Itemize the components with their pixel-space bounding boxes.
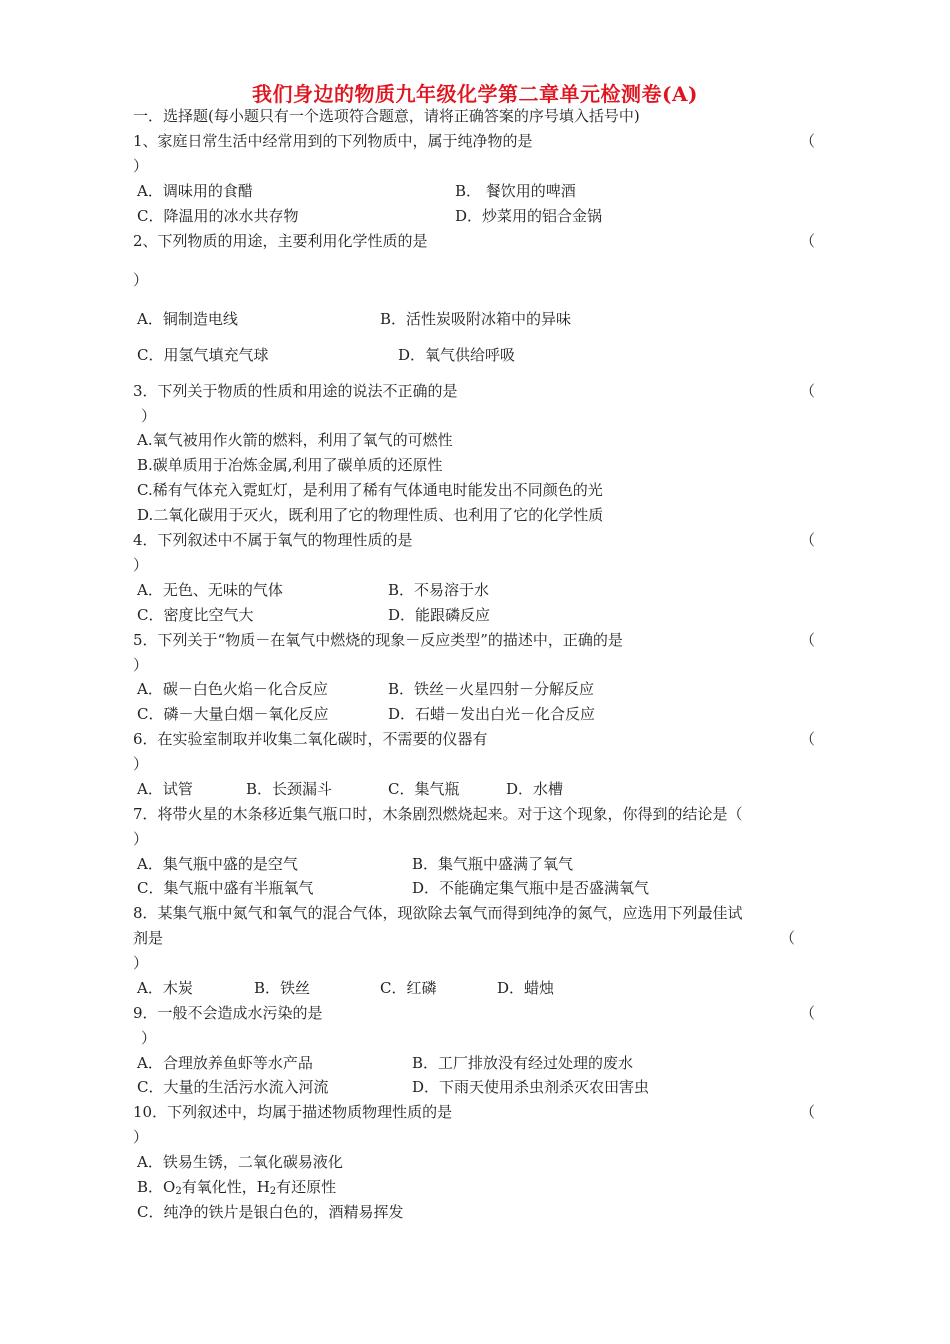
option-a: A．调味用的食醋 [137, 182, 253, 200]
option-b: B．长颈漏斗 [246, 780, 333, 798]
question-5 [133, 630, 823, 650]
answer-paren-close: ） [133, 656, 149, 674]
answer-paren-close: ） [141, 1029, 157, 1047]
option-d: D．下雨天使用杀虫剂杀灭农田害虫 [412, 1078, 650, 1096]
question-9 [133, 1003, 823, 1023]
question-text: 9．一般不会造成水污染的是 [133, 1004, 323, 1022]
page-title: 我们身边的物质九年级化学第二章单元检测卷(A) [252, 82, 698, 106]
answer-paren-open: （ [779, 929, 795, 947]
question-10 [133, 1102, 823, 1122]
option-a: A．集气瓶中盛的是空气 [137, 855, 298, 873]
option-d: D．蜡烛 [497, 979, 555, 997]
option-c: C．集气瓶中盛有半瓶氧气 [137, 879, 314, 897]
question-6 [133, 729, 823, 749]
answer-paren-close: ） [133, 157, 149, 175]
option-c: C．大量的生活污水流入河流 [137, 1078, 329, 1096]
option-d: D．能跟磷反应 [388, 606, 491, 624]
question-text: 4．下列叙述中不属于氧气的物理性质的是 [133, 531, 413, 549]
answer-paren-open: （ [799, 232, 815, 250]
option-b: B．铁丝 [254, 979, 311, 997]
question-text: 3．下列关于物质的性质和用途的说法不正确的是 [133, 382, 458, 400]
option-a: A．合理放养鱼虾等水产品 [137, 1054, 313, 1072]
answer-paren-close: ） [133, 271, 149, 289]
option-c: C．密度比空气大 [137, 606, 254, 624]
option-c: C．降温用的冰水共存物 [137, 207, 299, 225]
option-c: C．磷－大量白烟－氧化反应 [137, 705, 329, 723]
option-a: A．铁易生锈，二氧化碳易液化 [137, 1153, 343, 1171]
question-text: 6．在实验室制取并收集二氧化碳时，不需要的仪器有 [133, 730, 488, 748]
answer-paren-open: （ [799, 631, 815, 649]
option-d: D．石蜡－发出白光－化合反应 [388, 705, 596, 723]
question-text: 5．下列关于“物质－在氧气中燃烧的现象－反应类型”的描述中，正确的是 [133, 631, 623, 649]
answer-paren-open: （ [799, 382, 815, 400]
option-d: D．氧气供给呼吸 [398, 346, 516, 364]
answer-paren-close: ） [133, 954, 149, 972]
option-d: D．不能确定集气瓶中是否盛满氧气 [412, 879, 650, 897]
option-b: B．活性炭吸附冰箱中的异味 [380, 310, 572, 328]
question-2 [133, 231, 823, 251]
option-a: A．试管 [137, 780, 193, 798]
question-8-line-1: 8．某集气瓶中氮气和氧气的混合气体，现欲除去氧气而得到纯净的氮气，应选用下列最佳试 [133, 904, 743, 922]
question-text: 10．下列叙述中，均属于描述物质物理性质的是 [133, 1103, 453, 1121]
option-b: B.碳单质用于冶炼金属,利用了碳单质的还原性 [137, 456, 443, 474]
option-b: B．集气瓶中盛满了氧气 [412, 855, 574, 873]
question-4 [133, 530, 823, 550]
question-text: 1、家庭日常生活中经常用到的下列物质中，属于纯净物的是 [133, 132, 533, 150]
option-b: B．不易溶于水 [388, 581, 490, 599]
option-d: D.二氧化碳用于灭火，既利用了它的物理性质、也利用了它的化学性质 [137, 506, 604, 524]
answer-paren-open: （ [799, 132, 815, 150]
option-b: B．铁丝－火星四射－分解反应 [388, 680, 595, 698]
answer-paren-open: （ [799, 730, 815, 748]
option-a: A.氧气被用作火箭的燃料，利用了氧气的可燃性 [137, 431, 453, 449]
section-heading: 一．选择题(每小题只有一个选项符合题意，请将正确答案的序号填入括号中) [133, 107, 640, 125]
answer-paren-open: （ [799, 1004, 815, 1022]
answer-paren-close: ） [133, 830, 149, 848]
question-1 [133, 131, 823, 151]
answer-paren-close: ） [133, 1128, 149, 1146]
question-text: 2、下列物质的用途，主要利用化学性质的是 [133, 232, 428, 250]
option-b: B．工厂排放没有经过处理的废水 [412, 1054, 634, 1072]
answer-paren-close: ） [133, 556, 149, 574]
answer-paren-open: （ [799, 1103, 815, 1121]
question-3 [133, 381, 823, 401]
option-c: C．用氢气填充气球 [137, 346, 269, 364]
option-c: C.稀有气体充入霓虹灯，是利用了稀有气体通电时能发出不同颜色的光 [137, 481, 603, 499]
option-c: C．红磷 [380, 979, 437, 997]
option-b: B．$O_2$有氧化性，$H_2$有还原性 [137, 1178, 337, 1197]
option-b: B． 餐饮用的啤酒 [455, 182, 576, 200]
option-d: D．水槽 [506, 780, 564, 798]
question-text: 剂是 [133, 929, 164, 947]
answer-paren-open: （ [799, 531, 815, 549]
option-a: A．铜制造电线 [137, 310, 238, 328]
option-c: C．纯净的铁片是银白色的，酒精易挥发 [137, 1203, 404, 1221]
option-c: C．集气瓶 [388, 780, 460, 798]
answer-paren-close: ） [133, 755, 149, 773]
answer-paren-close: ） [141, 407, 157, 425]
option-a: A．无色、无味的气体 [137, 581, 283, 599]
option-d: D．炒菜用的铝合金锅 [455, 207, 603, 225]
question-7: 7．将带火星的木条移近集气瓶口时，木条剧烈燃烧起来。对于这个现象，你得到的结论是（ [133, 805, 743, 823]
question-8-line-2 [133, 928, 803, 948]
option-a: A．木炭 [137, 979, 193, 997]
option-a: A．碳－白色火焰－化合反应 [137, 680, 328, 698]
